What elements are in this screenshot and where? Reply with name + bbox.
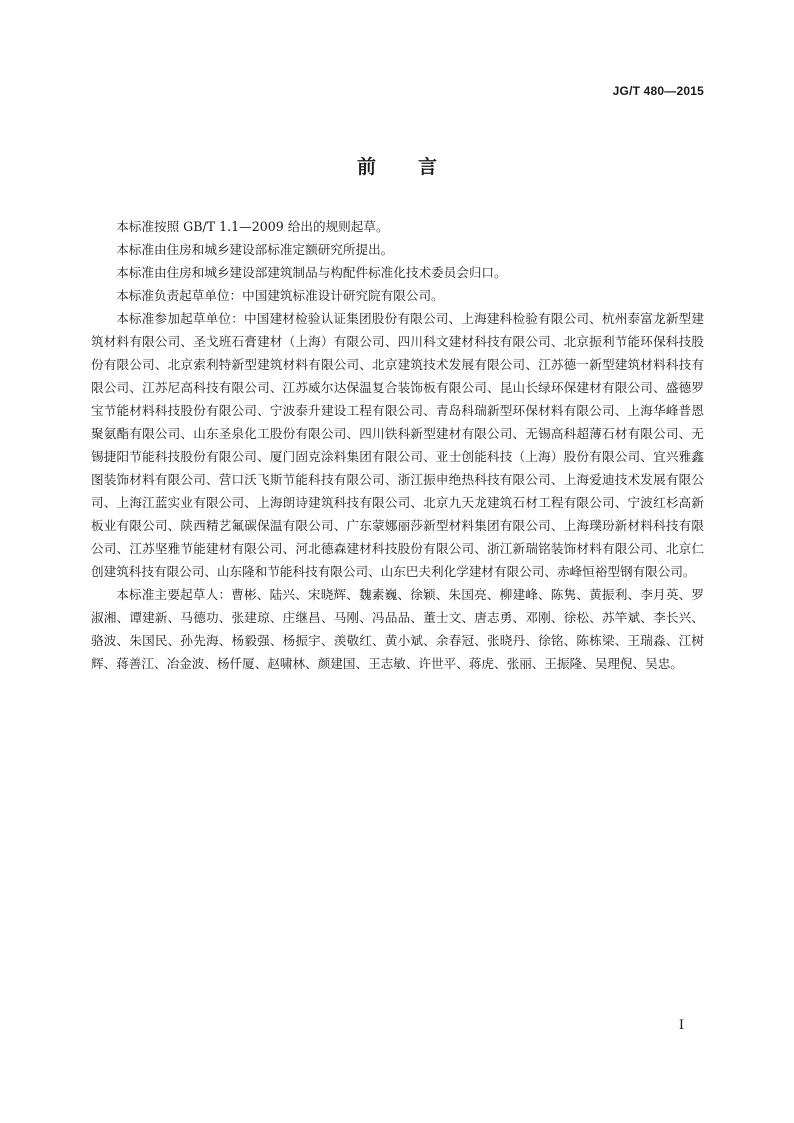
paragraph-lead-drafter: 本标准负责起草单位：中国建筑标准设计研究院有限公司。 [116,288,444,303]
paragraph-drafting-rules: 本标准按照 GB/T 1.1—2009 给出的规则起草。 [116,219,389,234]
paragraph-administrator: 本标准由住房和城乡建设部建筑制品与构配件标准化技术委员会归口。 [116,265,507,280]
foreword-body [91,215,704,675]
paragraph-participating-units: 本标准参加起草单位：中国建材检验认证集团股份有限公司、上海建科检验有限公司、杭州泰富龙新型建筑材料有限公司、圣戈班石膏建材（上海）有限公司、四川科文建材科技有限公司、北京振利节能环保科技股份有限公司、北京索利特新型建筑材料有限公司、北京建筑技术发展有限公司、江苏德一新型建筑材料科技有限公司、江苏尼高科技有限公司、江苏威尔达保温复合装饰板有限公司、昆山长绿环保建材有限公司、盛德罗宝节能材料科技股份有限公司、宁波泰升建设工程有限公司、青岛科瑞新型环保材料有限公司、上海华峰普恩聚氨酯有限公司、山东圣泉化工股份有限公司、四川铁科新型建材有限公司、无锡高科超薄石材有限公司、无锡捷阳节能科技股份有限公司、厦门固克涂料集团有限公司、亚士创能科技（上海）股份有限公司、宜兴雅鑫图装饰材料有限公司、营口沃飞斯节能科技有限公司、浙江振申绝热科技有限公司、上海爱迪技术发展有限公司、上海江蓝实业有限公司、上海朗诗建筑科技有限公司、北京九天龙建筑石材工程有限公司、宁波红杉高新板业有限公司、陕西精艺氟碳保温有限公司、广东蒙娜丽莎新型材料集团有限公司、上海璞玢新材料科技有限公司、江苏坚雅节能建材有限公司、河北德森建材科技股份有限公司、浙江新瑞铭装饰材料有限公司、北京仁创建筑科技有限公司、山东隆和节能科技有限公司、山东巴夫利化学建材有限公司、赤峰恒裕型钢有限公司。 [91,311,704,579]
paragraph-proposer: 本标准由住房和城乡建设部标准定额研究所提出。 [116,242,394,257]
page-title: 前言 [356,156,479,178]
standard-code: JG/T 480—2015 [612,84,704,98]
page-number: I [678,1018,684,1033]
paragraph-main-drafters: 本标准主要起草人：曹彬、陆兴、宋晓辉、魏素巍、徐颖、朱国亮、柳建峰、陈隽、黄振利、李月英、罗淑湘、谭建新、马德功、张建琼、庄继昌、马刚、冯品品、董士文、唐志勇、邓刚、徐松、苏竿斌、李长兴、骆波、朱国民、孙先海、杨毅强、杨振宇、羡敬红、黄小斌、余春冠、张晓丹、徐铭、陈栋梁、王瑞淼、江树辉、蒋善江、冶金波、杨仟厦、赵啸林、颜建国、王志敏、许世平、蒋虎、张丽、王振隆、吴理倪、吴忠。 [91,587,704,671]
